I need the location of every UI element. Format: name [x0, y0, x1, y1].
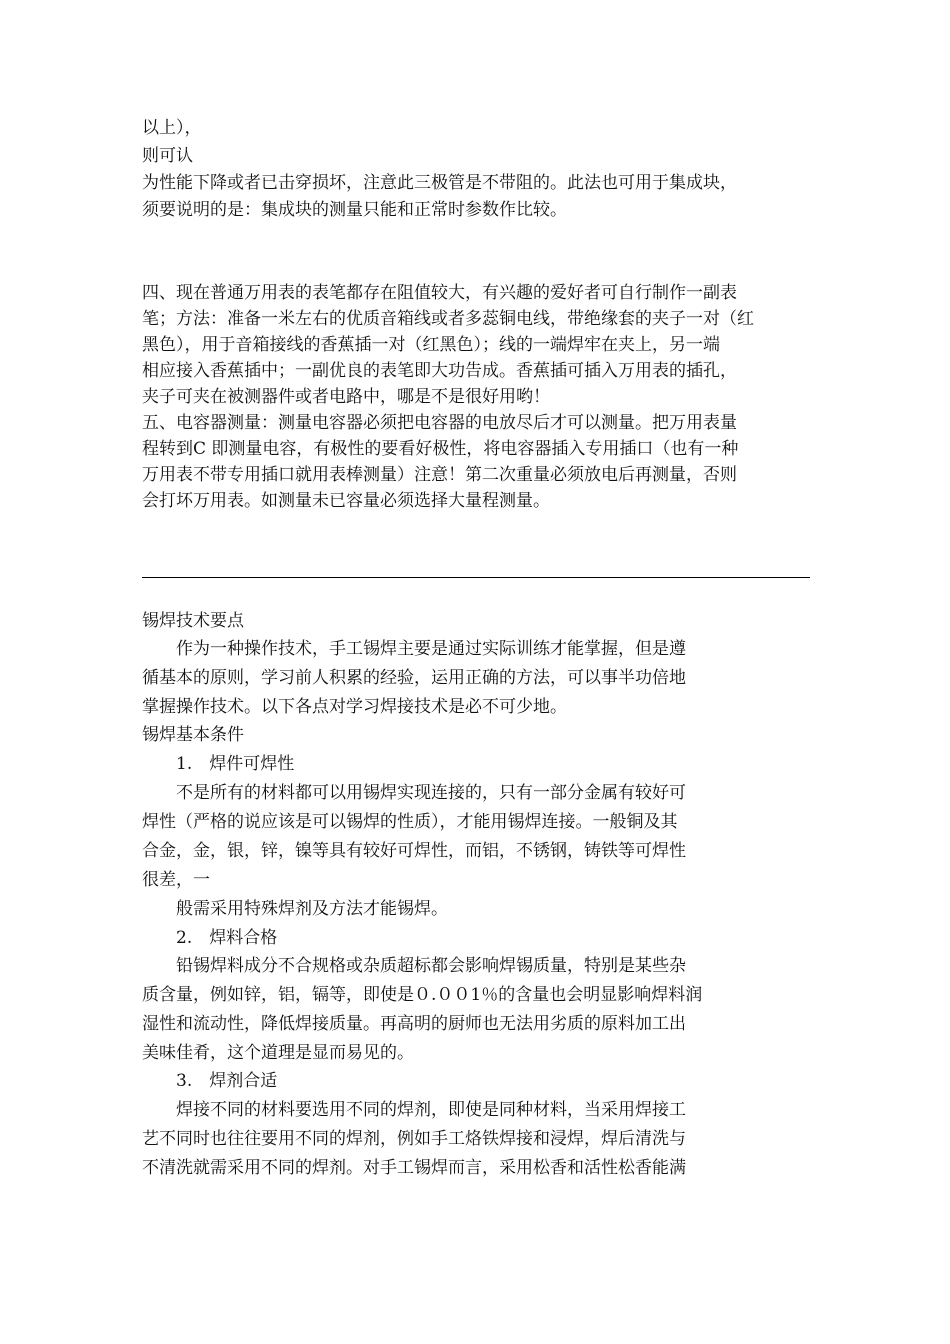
text-line: 万用表不带专用插口就用表棒测量）注意！第二次重量必须放电后再测量，否则 [142, 465, 737, 485]
text-line: 铅锡焊料成分不合规格或杂质超标都会影响焊锡质量，特别是某些杂 [176, 956, 686, 976]
text-line: 循基本的原则，学习前人积累的经验，运用正确的方法，可以事半功倍地 [142, 668, 686, 688]
text-line: 五、电容器测量：测量电容器必须把电容器的电放尽后才可以测量。把万用表量 [142, 413, 737, 433]
text-line: 很差，一 [142, 870, 210, 890]
text-line: 掌握操作技术。以下各点对学习焊接技术是必不可少地。 [142, 697, 567, 717]
text-line: 焊性（严格的说应该是可以锡焊的性质），才能用锡焊连接。一般铜及其 [142, 812, 678, 832]
section-title: 锡焊技术要点 [142, 611, 244, 631]
text-line: 笔；方法：准备一米左右的优质音箱线或者多蕊铜电线，带绝缘套的夹子一对（红 [142, 309, 754, 329]
text-line: 夹子可夹在被测器件或者电路中，哪是不是很好用哟！ [142, 387, 550, 407]
text-line: 不清洗就需采用不同的焊剂。对手工锡焊而言，采用松香和活性松香能满 [142, 1158, 686, 1178]
text-line: 会打坏万用表。如测量未已容量必须选择大量程测量。 [142, 491, 550, 511]
text-line: 质含量，例如锌，铝，镉等，即使是０.００1％的含量也会明显影响焊料润 [142, 985, 703, 1005]
text-line: 为性能下降或者已击穿损坏，注意此三极管是不带阻的。此法也可用于集成块， [142, 173, 737, 193]
item-heading: 3. 焊剂合适 [176, 1071, 278, 1091]
text-line: 美味佳肴，这个道理是显而易见的。 [142, 1043, 414, 1063]
section-subtitle: 锡焊基本条件 [142, 725, 244, 745]
text-line: 四、现在普通万用表的表笔都存在阻值较大，有兴趣的爱好者可自行制作一副表 [142, 283, 737, 303]
text-line: 须要说明的是：集成块的测量只能和正常时参数作比较。 [142, 200, 567, 220]
text-line: 艺不同时也往往要用不同的焊剂，例如手工烙铁焊接和浸焊，焊后清洗与 [142, 1129, 686, 1149]
text-line: 般需采用特殊焊剂及方法才能锡焊。 [176, 899, 448, 919]
text-line: 以上）， [142, 118, 202, 138]
text-line: 不是所有的材料都可以用锡焊实现连接的，只有一部分金属有较好可 [176, 783, 686, 803]
text-line: 黑色），用于音箱接线的香蕉插一对（红黑色）；线的一端焊牢在夹上，另一端 [142, 335, 720, 355]
text-line: 则可认 [142, 146, 193, 166]
item-heading: 2. 焊料合格 [176, 928, 278, 948]
text-line: 相应接入香蕉插中；一副优良的表笔即大功告成。香蕉插可插入万用表的插孔， [142, 361, 737, 381]
text-line: 程转到C 即测量电容，有极性的要看好极性，将电容器插入专用插口（也有一种 [142, 439, 739, 459]
text-line: 焊接不同的材料要选用不同的焊剂，即使是同种材料，当采用焊接工 [176, 1100, 686, 1120]
text-line: 作为一种操作技术，手工锡焊主要是通过实际训练才能掌握，但是遵 [176, 639, 686, 659]
text-line: 湿性和流动性，降低焊接质量。再高明的厨师也无法用劣质的原料加工出 [142, 1014, 686, 1034]
text-line: 合金，金，银，锌，镍等具有较好可焊性，而铝，不锈钢，铸铁等可焊性 [142, 841, 686, 861]
item-heading: 1. 焊件可焊性 [176, 754, 295, 774]
section-divider [142, 577, 810, 578]
